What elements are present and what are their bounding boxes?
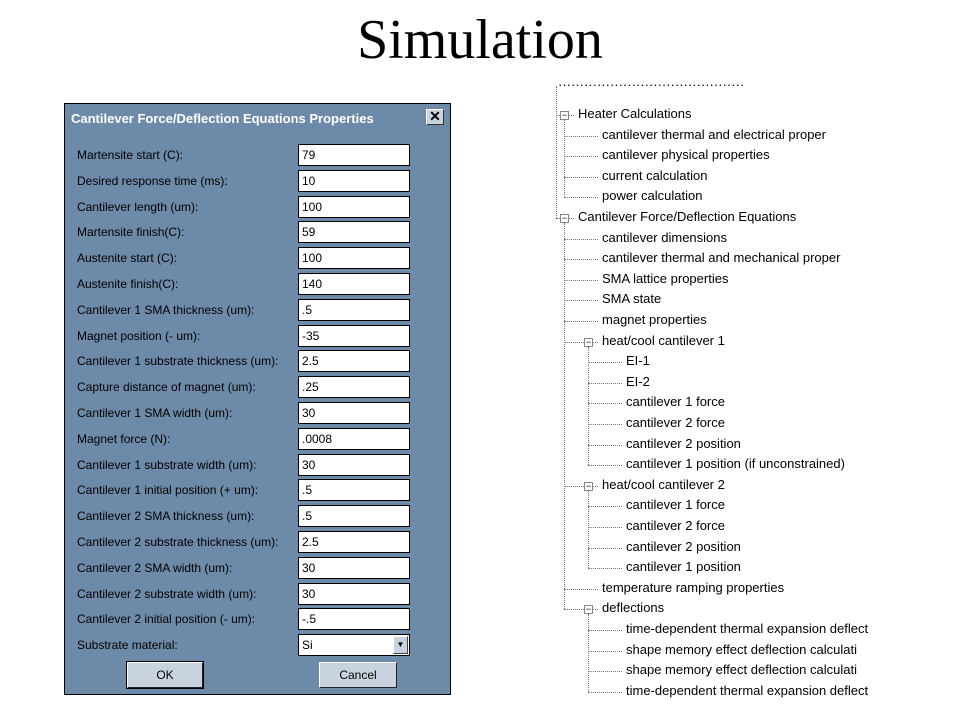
property-label: Cantilever length (um): — [77, 199, 199, 214]
tree-connector — [564, 223, 565, 609]
tree-connector — [564, 197, 598, 198]
property-input[interactable]: .5 — [298, 505, 410, 527]
tree-connector — [564, 239, 598, 240]
property-row — [65, 325, 450, 349]
property-input[interactable]: 100 — [298, 196, 410, 218]
property-label: Magnet force (N): — [77, 431, 171, 446]
property-label: Cantilever 2 substrate width (um): — [77, 586, 257, 601]
tree-connector — [564, 136, 598, 137]
property-input[interactable]: 100 — [298, 247, 410, 269]
substrate-label: Substrate material: — [77, 638, 178, 653]
tree-item[interactable]: heat/cool cantilever 1 — [602, 332, 725, 348]
tree-connector — [564, 259, 598, 260]
property-row — [65, 144, 450, 168]
property-input[interactable]: 2.5 — [298, 531, 410, 553]
property-input[interactable]: 30 — [298, 402, 410, 424]
tree-connector — [588, 527, 622, 528]
tree-item[interactable]: power calculation — [602, 188, 703, 204]
tree-connector — [564, 156, 598, 157]
property-row — [65, 557, 450, 581]
property-label: Magnet position (- um): — [77, 328, 201, 343]
tree-connector — [588, 548, 622, 549]
tree-item[interactable]: cantilever thermal and mechanical proper — [602, 250, 841, 266]
collapse-toggle-icon[interactable]: − — [561, 110, 568, 120]
property-input[interactable]: .5 — [298, 479, 410, 501]
property-row — [65, 350, 450, 374]
property-input[interactable]: 140 — [298, 273, 410, 295]
property-label: Austenite finish(C): — [77, 277, 179, 291]
property-label: Cantilever 2 initial position (- um): — [77, 612, 256, 627]
tree-item[interactable]: cantilever 1 position — [626, 559, 741, 575]
property-label: Cantilever 1 substrate width (um): — [77, 457, 257, 472]
tree-connector — [588, 692, 622, 693]
tree-connector — [564, 177, 598, 178]
chevron-down-icon[interactable]: ▼ — [393, 636, 408, 654]
tree-item[interactable]: magnet properties — [602, 312, 707, 327]
property-row — [65, 247, 450, 271]
tree-item[interactable]: SMA state — [602, 291, 662, 307]
property-label: Martensite start (C): — [77, 148, 184, 162]
tree-connector — [588, 630, 622, 631]
substrate-row — [65, 634, 450, 658]
property-input[interactable]: 79 — [298, 144, 410, 166]
tree-connector — [588, 383, 622, 384]
tree-connector — [588, 465, 622, 466]
property-input[interactable]: -35 — [298, 325, 410, 347]
tree-item[interactable]: Heater Calculations — [578, 106, 692, 121]
property-input[interactable]: -.5 — [298, 608, 410, 630]
tree-item[interactable]: shape memory effect deflection calculati — [626, 662, 857, 678]
tree-connector — [588, 403, 622, 404]
property-label: Desired response time (ms): — [77, 173, 228, 188]
property-label: Cantilever 2 SMA thickness (um): — [77, 509, 255, 524]
tree-item[interactable]: time-dependent thermal expansion deflect — [626, 682, 869, 698]
property-row — [65, 273, 450, 297]
property-input[interactable]: 30 — [298, 454, 410, 476]
property-label: Cantilever 2 substrate thickness (um): — [77, 535, 279, 549]
properties-dialog — [64, 103, 451, 695]
property-row — [65, 505, 450, 529]
tree-item[interactable]: current calculation — [602, 167, 708, 183]
tree-item[interactable]: cantilever 1 force — [626, 394, 725, 410]
tree-connector — [588, 506, 622, 507]
tree-item[interactable]: time-dependent thermal expansion deflect — [626, 621, 869, 636]
property-input[interactable]: 59 — [298, 221, 410, 243]
tree-item[interactable]: cantilever physical properties — [602, 147, 770, 163]
tree-connector — [588, 424, 622, 425]
tree-connector — [564, 280, 598, 281]
tree-connector — [564, 120, 565, 197]
property-row — [65, 583, 450, 607]
tree-connector — [588, 491, 589, 568]
tree-connector — [588, 651, 622, 652]
tree-item[interactable]: deflections — [602, 600, 665, 616]
tree-truncated-top-item: ··········································· — [558, 77, 745, 92]
dialog-titlebar[interactable] — [67, 106, 448, 130]
tree-item[interactable]: SMA lattice properties — [602, 270, 729, 286]
tree-item[interactable]: heat/cool cantilever 2 — [602, 476, 725, 492]
tree-item[interactable]: cantilever 2 position — [626, 538, 741, 554]
property-label: Austenite start (C): — [77, 251, 178, 266]
tree-connector — [588, 347, 589, 466]
cancel-button[interactable]: Cancel — [319, 662, 397, 688]
tree-item[interactable]: cantilever 2 position — [626, 435, 741, 451]
tree-item[interactable]: shape memory effect deflection calculati — [626, 641, 857, 657]
property-label: Cantilever 1 substrate thickness (um): — [77, 354, 279, 369]
tree-connector — [588, 614, 589, 691]
tree-item[interactable]: EI-2 — [626, 373, 650, 389]
property-input[interactable]: 30 — [298, 557, 410, 579]
property-row — [65, 608, 450, 632]
collapse-toggle-icon[interactable]: − — [561, 213, 568, 223]
tree-connector — [556, 86, 557, 218]
property-label: Cantilever 1 SMA width (um): — [77, 406, 233, 420]
property-row — [65, 376, 450, 400]
property-label: Cantilever 1 initial position (+ um): — [77, 483, 259, 498]
substrate-select[interactable] — [298, 634, 410, 656]
collapse-toggle-icon[interactable]: − — [585, 336, 592, 347]
property-row — [65, 221, 450, 245]
property-input[interactable]: .25 — [298, 376, 410, 398]
tree-item[interactable]: cantilever 2 force — [626, 415, 725, 430]
collapse-toggle-icon[interactable]: − — [585, 604, 592, 615]
tree-connector — [564, 589, 598, 590]
property-input[interactable]: 30 — [298, 583, 410, 605]
substrate-value: Si — [302, 638, 313, 653]
close-icon[interactable]: ✕ — [426, 109, 444, 125]
tree-item[interactable]: cantilever 2 force — [626, 518, 725, 533]
property-input[interactable]: 2.5 — [298, 350, 410, 372]
property-row — [65, 479, 450, 503]
property-row — [65, 170, 450, 194]
ok-button[interactable]: OK — [127, 662, 203, 688]
tree-item[interactable]: cantilever dimensions — [602, 229, 728, 245]
tree-connector — [564, 321, 598, 322]
property-input[interactable]: .0008 — [298, 428, 410, 450]
property-label: Martensite finish(C): — [77, 225, 185, 240]
property-label: Cantilever 1 SMA thickness (um): — [77, 302, 255, 317]
property-row — [65, 402, 450, 426]
tree-item[interactable]: cantilever thermal and electrical proper — [602, 126, 826, 142]
slide-title: Simulation — [357, 9, 603, 71]
collapse-toggle-icon[interactable]: − — [585, 480, 592, 491]
tree-item[interactable]: Cantilever Force/Deflection Equations — [578, 209, 797, 224]
tree-connector — [588, 445, 622, 446]
tree-item[interactable]: cantilever 1 force — [626, 497, 725, 513]
property-label: Capture distance of magnet (um): — [77, 380, 256, 395]
tree-item[interactable]: temperature ramping properties — [602, 579, 785, 595]
property-row — [65, 196, 450, 220]
tree-item[interactable]: EI-1 — [626, 353, 650, 369]
tree-connector — [564, 300, 598, 301]
property-row — [65, 428, 450, 452]
property-row — [65, 299, 450, 323]
tree-connector — [588, 362, 622, 363]
property-input[interactable]: 10 — [298, 170, 410, 192]
project-tree — [552, 77, 952, 698]
tree-connector — [588, 671, 622, 672]
dialog-title: Cantilever Force/Deflection Equations Properties — [71, 111, 374, 126]
property-input[interactable]: .5 — [298, 299, 410, 321]
property-row — [65, 454, 450, 478]
property-label: Cantilever 2 SMA width (um): — [77, 560, 233, 575]
tree-item[interactable]: cantilever 1 position (if unconstrained) — [626, 456, 845, 472]
property-row — [65, 531, 450, 555]
tree-connector — [588, 568, 622, 569]
